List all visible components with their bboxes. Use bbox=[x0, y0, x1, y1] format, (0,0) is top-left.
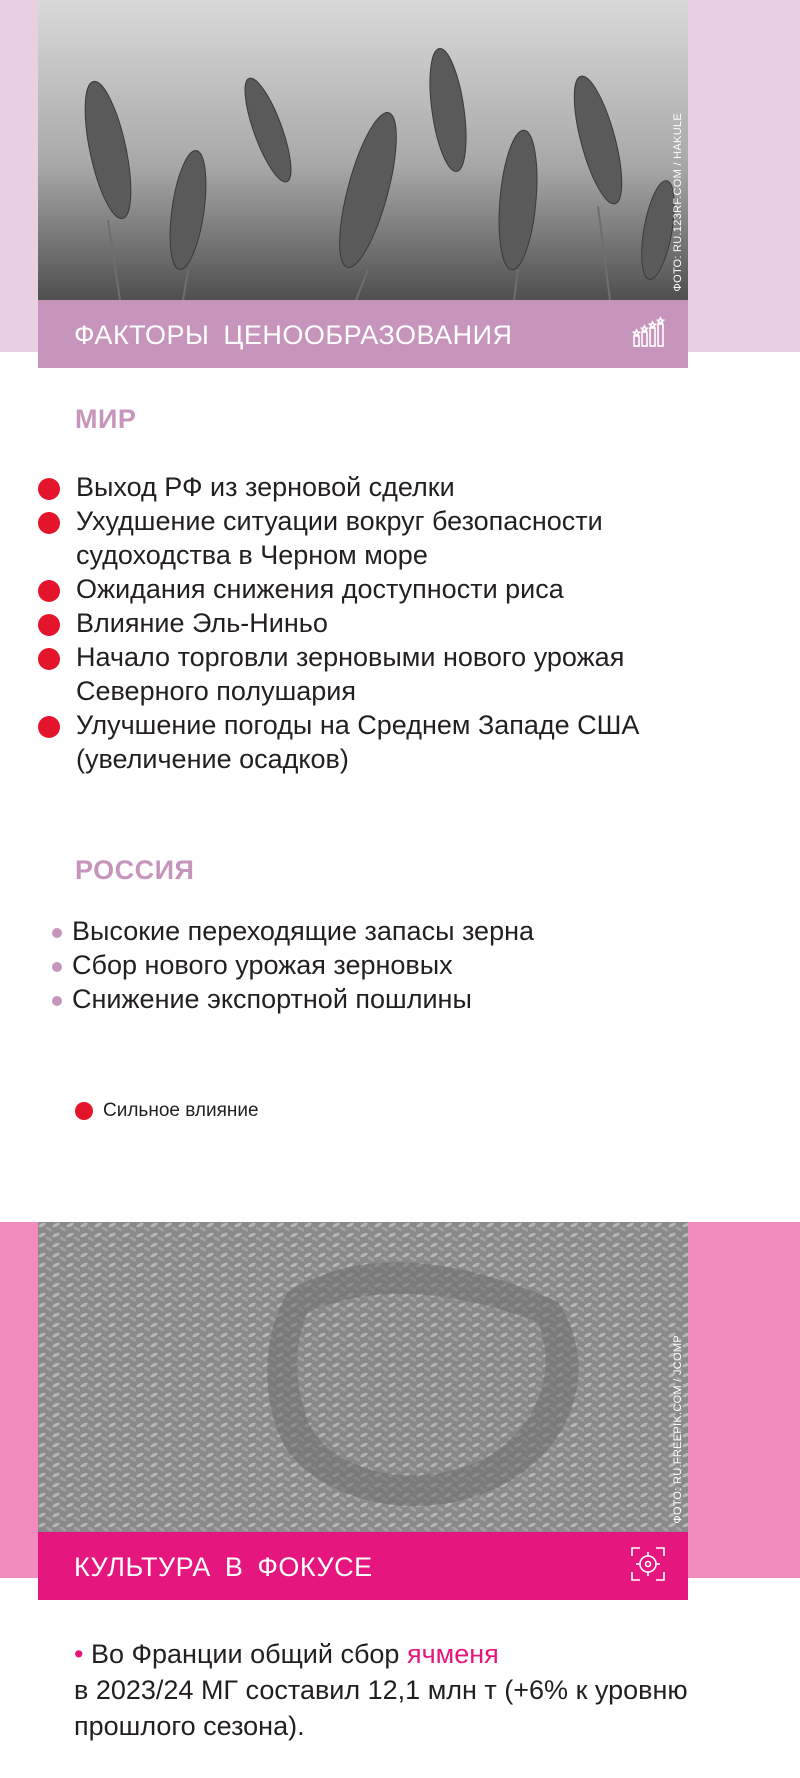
photo-credit: ФОТО: RU.FREEPIK.COM / JCOMP bbox=[672, 1335, 684, 1524]
crop-in-focus-header bbox=[38, 1532, 688, 1600]
russia-heading: РОССИЯ bbox=[75, 855, 195, 885]
grain-hands-photo bbox=[38, 1222, 688, 1532]
strong-influence-dot bbox=[38, 478, 60, 500]
strong-influence-dot bbox=[38, 716, 60, 738]
bullet-dot bbox=[52, 996, 62, 1006]
list-item: Ожидания снижения доступности риса bbox=[38, 572, 738, 606]
list-item: Выход РФ из зерновой сделки bbox=[38, 470, 738, 504]
strong-influence-dot bbox=[38, 614, 60, 636]
world-heading: МИР bbox=[75, 404, 137, 434]
world-factors-list bbox=[38, 470, 738, 776]
strong-influence-dot bbox=[38, 648, 60, 670]
list-item: Высокие переходящие запасы зерна bbox=[38, 914, 738, 948]
grain-illustration bbox=[38, 1222, 688, 1532]
bullet-dot: • bbox=[74, 1639, 84, 1669]
bullet-dot bbox=[52, 928, 62, 938]
section-title: ФАКТОРЫ ЦЕНООБРАЗОВАНИЯ bbox=[74, 320, 513, 350]
photo-credit: ФОТО: RU.123RF.COM / HAKULE bbox=[672, 113, 684, 292]
legend bbox=[75, 1100, 259, 1122]
strong-influence-dot bbox=[38, 512, 60, 534]
section-title: КУЛЬТУРА В ФОКУСЕ bbox=[74, 1552, 373, 1582]
legend-label: Сильное влияние bbox=[103, 1100, 259, 1121]
russia-factors-list bbox=[38, 914, 738, 1016]
target-focus-icon bbox=[630, 1546, 666, 1582]
highlighted-crop: ячменя bbox=[406, 1639, 499, 1669]
strong-influence-dot bbox=[38, 580, 60, 602]
bullet-dot bbox=[52, 962, 62, 972]
wheat-illustration bbox=[38, 0, 688, 300]
list-item: Улучшение погоды на Среднем Западе США (увеличение осадков) bbox=[38, 708, 738, 776]
bar-chart-stars-icon bbox=[630, 314, 666, 350]
list-item: Сбор нового урожая зерновых bbox=[38, 948, 738, 982]
focus-text: • Во Франции общий сбор ячменя в 2023/24 МГ составил 12,1 млн т (+6% к уровню прошлого сезона). bbox=[74, 1639, 688, 1741]
legend-red-dot bbox=[75, 1102, 93, 1120]
list-item: Влияние Эль-Ниньо bbox=[38, 606, 738, 640]
list-item: Ухудшение ситуации вокруг безопасности судоходства в Черном море bbox=[38, 504, 738, 572]
pricing-factors-header bbox=[38, 300, 688, 368]
list-item: Начало торговли зерновыми нового урожая Северного полушария bbox=[38, 640, 738, 708]
list-item: Снижение экспортной пошлины bbox=[38, 982, 738, 1016]
wheat-photo bbox=[38, 0, 688, 300]
